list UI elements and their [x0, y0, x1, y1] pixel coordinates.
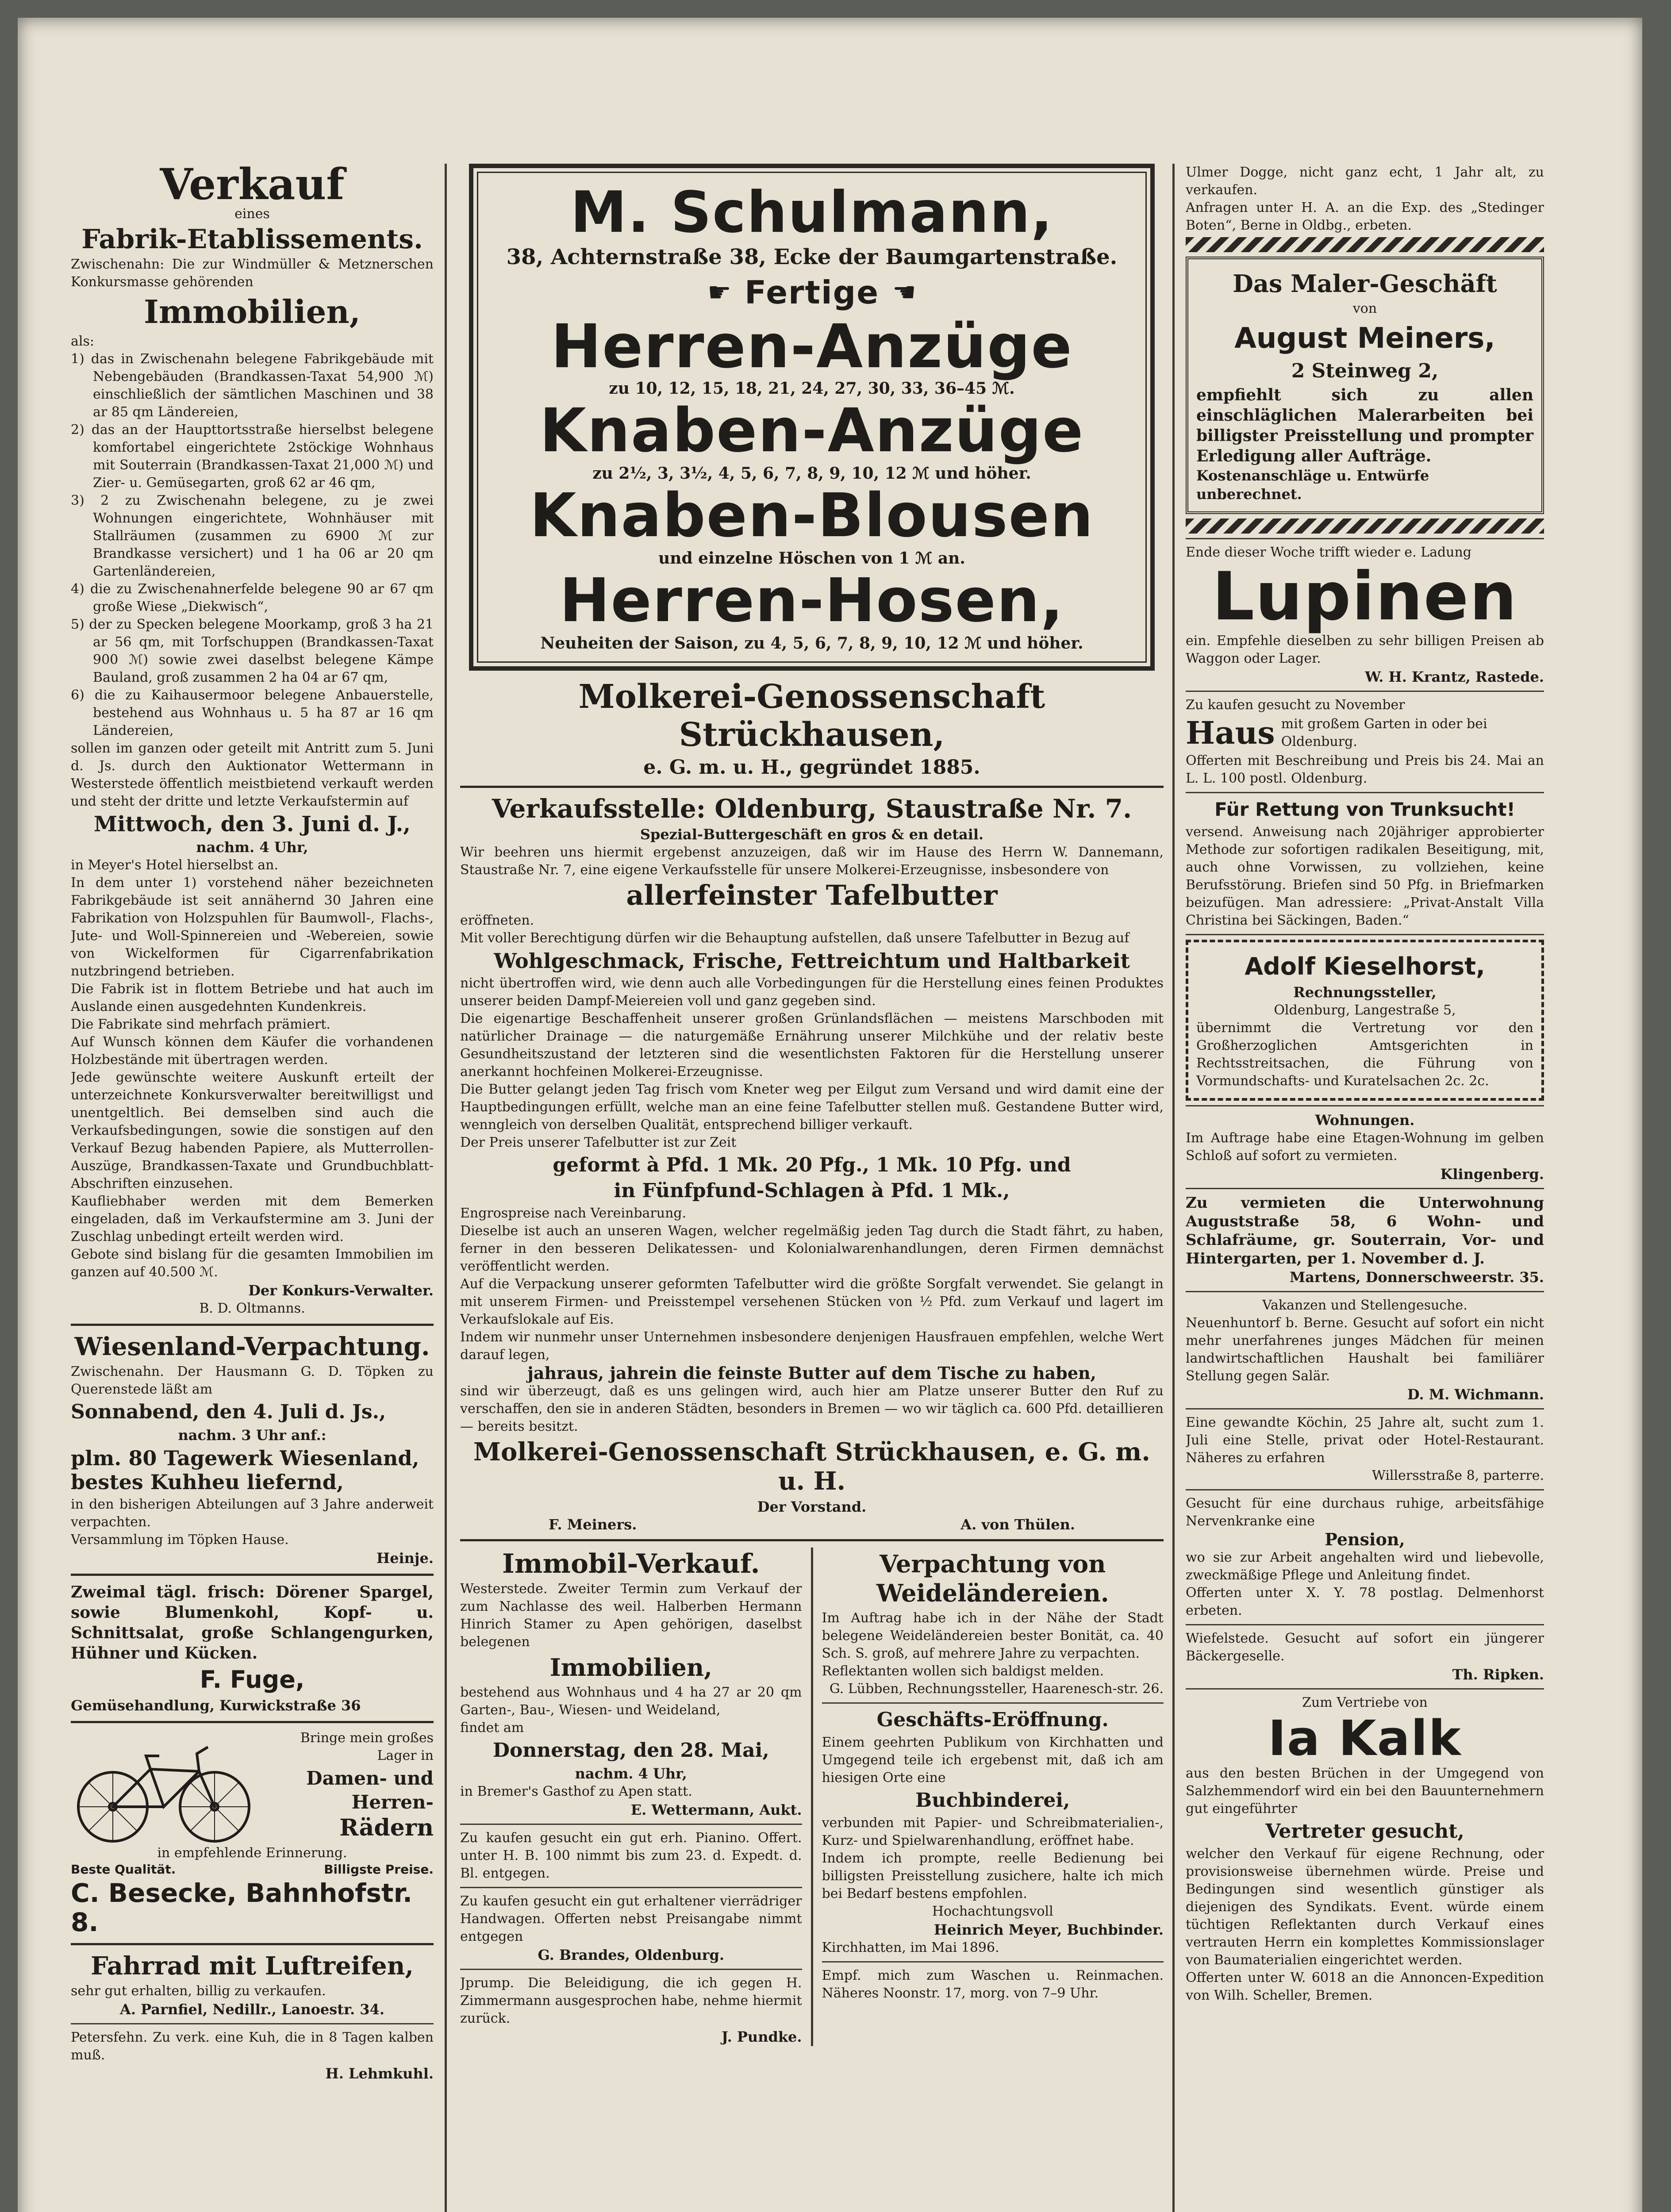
ad-text: Zu vermieten die Unterwohnung Auguststraße 58, 6 Wohn- und Schlafräume, gr. Souterrain, Vor- und Hintergarten, per 1. November d. J.: [1186, 1194, 1544, 1267]
ad-molkerei: [460, 678, 1164, 1533]
ad-paragraph: In dem unter 1) vorstehend näher bezeichneten Fabrikgebäude ist seit annähernd 30 Jahren eine Fabrikation von Holzspuhlen für Baumwoll-, Flachs-, Jute- und Woll-Spinnereien und -Webereien, sowie von Wickelformen für Cigarrenfabrikation nutzbringend betrieben.: [71, 875, 434, 979]
list-item: 3) 2 zu Zwischenahn belegene, zu je zwei Wohnungen eingerichtete, Wohnhäuser mit Stallräumen (zusammen zu 6900 ℳ zur Brandkasse versichert) und 1 ha 06 ar 20 qm Gartenländereien,: [71, 493, 434, 579]
ad-vakanzen: [1186, 1297, 1544, 1404]
ad-handwagen: Zu kaufen gesucht ein gut erhaltener vierrädriger Handwagen. Offerten nebst Preisangabe nimmt entgegen: [460, 1893, 802, 1944]
ad-signature: Th. Ripken.: [1452, 1666, 1544, 1683]
zigzag-border: [1186, 518, 1544, 534]
property-list: [71, 350, 434, 740]
ad-signature: Der Konkurs-Verwalter.: [248, 1282, 434, 1299]
ad-title: Wohnungen.: [1315, 1112, 1415, 1129]
ad-fahrraeder: [71, 1729, 434, 1937]
ad-fertige: Fertige: [744, 274, 880, 311]
ad-text: Kostenanschläge u. Entwürfe unberechnet.: [1196, 467, 1429, 503]
ad-signature: Heinrich Meyer, Buchbinder.: [933, 1921, 1164, 1938]
ad-address: 38, Achternstraße 38, Ecke der Baumgartenstraße.: [506, 245, 1118, 269]
ad-paragraph: Auf Wunsch können dem Käufer die vorhandenen Holzbestände mit übertragen werden.: [71, 1034, 434, 1068]
ad-text: wo sie zur Arbeit angehalten wird und liebevolle, zweckmäßige Pflege und Anleitung findet.: [1186, 1550, 1544, 1583]
ad-title: M. Schulmann,: [570, 180, 1053, 246]
ad-text: Reflektanten wollen sich baldigst melden.: [822, 1663, 1104, 1679]
divider: [1186, 1105, 1544, 1106]
ad-paragraph: Kaufliebhaber werden mit dem Bemerken eingeladen, daß im Verkaufstermine am 3. Juni der Zuschlag unbedingt erteilt werden wird.: [71, 1194, 434, 1244]
ad-text: Petersfehn. Zu verk. eine Kuh, die in 8 Tagen kalben muß.: [71, 2030, 434, 2063]
ad-quality: Wohlgeschmack, Frische, Fettreichtum und Haltbarkeit: [494, 949, 1130, 973]
ad-signature: J. Pundke.: [721, 2028, 802, 2045]
ad-signatures: [460, 1516, 1164, 1533]
ad-name: C. Besecke, Bahnhofstr. 8.: [71, 1878, 413, 1937]
ad-text: in empfehlende Erinnerung.: [157, 1845, 347, 1861]
divider: [822, 1961, 1164, 1962]
ad-haus-row: [1186, 714, 1544, 752]
ad-signature: A. von Thülen.: [960, 1516, 1075, 1533]
ad-paragraph: sind wir überzeugt, daß es uns gelingen wird, auch hier am Platze unserer Butter den Ruf zu verschaffen, den sie in anderen Städten, besonders in Bremen — wo wir täglich ca. 600 Pfd. detaillieren — bereits besitzt.: [460, 1383, 1164, 1434]
ad-text: Ulmer Dogge, nicht ganz echt, 1 Jahr alt, zu verkaufen.: [1186, 165, 1544, 198]
ad-baecker: [1186, 1630, 1544, 1684]
ad-weide: [822, 1549, 1164, 1698]
ad-paragraph: eröffneten.: [460, 913, 534, 928]
ad-name: August Meiners,: [1234, 322, 1495, 355]
ad-dogge: [1186, 164, 1544, 234]
ad-time: nachm. 4 Uhr,: [196, 839, 308, 856]
ad-text: übernimmt die Vertretung vor den Großherzoglichen Amtsgerichten in Rechtsstreitsachen, die Führung von Vormundschafts- und Kuratelsachen 2c. 2c.: [1196, 1020, 1533, 1089]
ad-title: Geschäfts-Eröffnung.: [876, 1709, 1109, 1731]
section-title: Vakanzen und Stellengesuche.: [1262, 1298, 1467, 1313]
ad-text: Neuenhuntorf b. Berne. Gesucht auf sofort ein nicht mehr unerfahrenes junges Mädchen für meinen landwirtschaftlichen Haushalt bei familiärer Stellung gegen Salär.: [1186, 1315, 1544, 1384]
ad-subtitle: e. G. m. u. H., gegründet 1885.: [643, 756, 980, 779]
pointing-hand-icon: ☛: [707, 277, 731, 308]
divider: [460, 786, 1164, 788]
ad-line: Herren-Anzüge: [551, 312, 1073, 382]
ad-title: Verpachtung von Weideländereien.: [876, 1550, 1109, 1607]
ad-wiesenland: [71, 1332, 434, 1567]
zigzag-border: [1186, 237, 1544, 252]
ad-kuh: [71, 2029, 434, 2083]
ad-paragraph: Indem ich prompte, reelle Bedienung bei billigsten Preisstellung zusichere, halte ich mich bei Bedarf bestens empfohlen.: [822, 1851, 1164, 1901]
ad-buchbinderei: [822, 1708, 1164, 1957]
ad-pension: [1186, 1495, 1544, 1620]
ad-signature: W. H. Krantz, Rastede.: [1365, 668, 1544, 685]
ad-von: von: [1352, 301, 1377, 316]
ad-signature: F. Meiners.: [549, 1516, 637, 1533]
ad-text: Bringe mein großes Lager in: [300, 1730, 434, 1763]
ad-text: Gesucht für eine durchaus ruhige, arbeitsfähige Nervenkranke eine: [1186, 1496, 1544, 1529]
ad-shop: Verkaufsstelle: Oldenburg, Staustraße Nr. 7.: [492, 794, 1132, 824]
ad-frame: [477, 172, 1147, 663]
ad-fabrik-verkauf: [71, 165, 434, 1317]
ad-price: geformt à Pfd. 1 Mk. 20 Pfg., 1 Mk. 10 Pfg. und: [553, 1154, 1071, 1176]
ad-text: in den bisherigen Abteilungen auf 3 Jahre anderweit verpachten.: [71, 1497, 434, 1530]
divider: [1186, 1688, 1544, 1690]
ad-text: Ende dieser Woche trifft wieder e. Ladung: [1186, 545, 1472, 560]
ad-subtitle: Fabrik-Etablissements.: [81, 224, 423, 255]
column-left: [71, 164, 434, 2083]
ad-text: Zu kaufen gesucht zu November: [1186, 697, 1405, 713]
ad-title: Für Rettung von Trunksucht!: [1214, 799, 1515, 820]
ad-lupinen: [1186, 544, 1544, 686]
ad-text: welcher den Verkauf für eigene Rechnung, oder provisionsweise übernehmen würde. Preise und Bedingungen sind wesentlich günstiger als diejenigen des Syndikats. Event. würde einem tüchtigen Reflektanten durch Verkauf eines vertrauten Herrn ein komplettes Kommissionslager von Baumaterialien eingerichtet werden.: [1186, 1846, 1544, 1968]
divider: [1186, 934, 1544, 935]
ad-date: Sonnabend, den 4. Juli d. Js.,: [71, 1401, 386, 1423]
ad-paragraph: Die eigenartige Beschaffenheit unserer großen Grünlandsflächen — meistens Marschboden mit natürlicher Drainage — die naturgemäße Ernährung unserer Milchkühe und der relativ beste Gesundheitszustand der letzteren sind die wesentlichsten Faktoren für die Herstellung unserer anerkannt hochfeinen Molkerei-Erzeugnisse.: [460, 1011, 1164, 1079]
ad-prices: und einzelne Höschen von 1 ℳ an.: [658, 549, 965, 568]
ad-fertige-row: [492, 274, 1132, 311]
ad-bold: Damen- und Herren-: [306, 1767, 434, 1813]
ad-line: Herren-Hosen,: [559, 566, 1064, 636]
divider: [460, 1824, 802, 1825]
ad-waesche: Empf. mich zum Waschen u. Reinmachen. Näheres Noonstr. 17, morg. von 7–9 Uhr.: [822, 1968, 1164, 2001]
ad-title: Ia Kalk: [1268, 1710, 1462, 1767]
ad-paragraph: Die Fabrikate sind mehrfach prämiert.: [71, 1017, 330, 1032]
divider: [1186, 691, 1544, 692]
ad-fahrrad: [71, 1951, 434, 2019]
column-right: [1186, 164, 1544, 2005]
ad-signature: E. Wettermann, Aukt.: [630, 1801, 802, 1818]
ad-paragraph: sollen im ganzen oder geteilt mit Antritt zum 5. Juni d. Js. durch den Auktionator Wettermann in Westerstede öffentlich meistbietend verkauft werden und steht der dritte und letzte Verkaufstermin auf: [71, 741, 434, 809]
ad-prices: zu 2½, 3, 3½, 4, 5, 6, 7, 8, 9, 10, 12 ℳ und höher.: [592, 464, 1031, 483]
ad-bold: Rädern: [339, 1814, 434, 1841]
divider: [1186, 1489, 1544, 1490]
ad-prices: Neuheiten der Saison, zu 4, 5, 6, 7, 8, 9, 10, 12 ℳ und höher.: [540, 634, 1083, 653]
ad-paragraph: Jede gewünschte weitere Auskunft erteilt der unterzeichnete Konkursverwalter bereitwilligst und unentgeltlich. Bei demselben sind auch die Verkaufsbedingungen, sowie die sonstigen auf den Verkauf Bezug habenden Papiere, als Mutterrollen-Auszüge, Brandkassen-Taxate und Grundbuchblatt-Abschriften einzusehen.: [71, 1070, 434, 1191]
ad-title: Wiesenland-Verpachtung.: [74, 1332, 430, 1361]
ad-signature-name: B. D. Oltmanns.: [199, 1301, 305, 1316]
middle-subcolumns: [460, 1548, 1164, 2046]
ad-koechin: [1186, 1414, 1544, 1485]
ad-text: Offerten unter X. Y. 78 postlag. Delmenhorst erbeten.: [1186, 1585, 1544, 1618]
ad-paragraph: Gebote sind bislang für die gesamten Immobilien im ganzen auf 40.500 ℳ.: [71, 1247, 434, 1280]
ad-address: 2 Steinweg 2,: [1291, 360, 1439, 382]
ad-title: Haus: [1186, 714, 1275, 751]
ad-paragraph: Die Fabrik ist in flottem Betriebe und hat auch im Auslande einen ausgedehnten Kundenkreis.: [71, 981, 434, 1014]
ad-address: Oldenburg, Langestraße 5,: [1274, 1002, 1456, 1018]
divider: [1186, 1408, 1544, 1409]
ad-maler: [1186, 237, 1544, 534]
list-item: 5) der zu Specken belegene Moorkamp, groß 3 ha 21 ar 56 qm, mit Torfschuppen (Brandkassen-Taxat 900 ℳ) sowie zwei daselbst belegene Kämpe Bauland, groß zusammen 2 ha 04 ar 67 qm,: [71, 617, 434, 685]
ad-text: Anfragen unter H. A. an die Exp. des „Stedinger Boten“, Berne in Oldbg., erbeten.: [1186, 200, 1544, 233]
ad-text: Versammlung im Töpken Hause.: [71, 1532, 289, 1548]
ad-signature: Klingenberg.: [1440, 1166, 1544, 1183]
ad-kalk: [1186, 1694, 1544, 2005]
ad-unterwohnung: [1186, 1194, 1544, 1286]
ad-signature: Martens, Donnerschweerstr. 35.: [1289, 1269, 1544, 1286]
ad-title: Lupinen: [1212, 558, 1518, 635]
ad-quality: Beste Qualität.: [71, 1862, 176, 1877]
ad-title: Verkauf: [160, 164, 345, 209]
ad-signature: Heinje.: [376, 1550, 434, 1567]
ad-line: Knaben-Anzüge: [539, 396, 1084, 466]
ad-place: in Bremer's Gasthof zu Apen statt.: [460, 1784, 692, 1799]
ad-offer: plm. 80 Tagewerk Wiesenland, bestes Kuhheu liefernd,: [71, 1446, 419, 1494]
divider: [71, 1943, 434, 1945]
divider: [71, 1574, 434, 1576]
ad-name: Adolf Kieselhorst,: [1245, 952, 1485, 980]
divider: [1186, 792, 1544, 793]
ad-signature: A. Parnfiel, Nedillr., Lanoestr. 34.: [120, 2001, 384, 2018]
ad-slogan: jahraus, jahrein die feinste Butter auf dem Tische zu haben,: [527, 1363, 1096, 1383]
ad-signature: G. Lübben, Rechnungssteller, Haarenesch-str. 26.: [829, 1681, 1164, 1697]
ad-immobil: [460, 1549, 802, 1819]
list-item: 2) das an der Haupttortsstraße hierselbst belegene komfortabel eingerichtete 2stöckige Wohnhaus mit Souterrain (Brandkassen-Taxat 21,000 ℳ) und Zier- u. Gemüsegarten, groß 62 ar 46 qm,: [71, 422, 434, 491]
ad-paragraph: Die Butter gelangt jeden Tag frisch vom Kneter weg per Eilgut zum Versand und wird damit eine der Hauptbedingungen erfüllt, welche man an eine feine Tafelbutter stellen muß. Gestandene Butter wird, wenngleich von derselben Qualität, entsprechend billiger verkauft.: [460, 1082, 1164, 1133]
ad-time: nachm. 4 Uhr,: [575, 1765, 687, 1782]
ad-text: Eine gewandte Köchin, 25 Jahre alt, sucht zum 1. Juli eine Stelle, privat oder Hotel-Restaurant. Näheres zu erfahren: [1186, 1415, 1544, 1466]
ad-heading: Pension,: [1325, 1529, 1405, 1549]
ad-paragraph: Der Preis unserer Tafelbutter ist zur Zeit: [460, 1135, 737, 1150]
ad-text: Offerten unter W. 6018 an die Annoncen-Expedition von Wilh. Scheller, Bremen.: [1186, 1970, 1544, 2003]
divider: [71, 2023, 434, 2024]
ad-title: Immobil-Verkauf.: [502, 1548, 760, 1579]
ad-text: Wiefelstede. Gesucht auf sofort ein jüngerer Bäckergeselle.: [1186, 1631, 1544, 1664]
ad-text: Zweimal tägl. frisch: Dörener Spargel, sowie Blumenkohl, Kopf- u. Schnittsalat, große Schlangengurken, Hühner und Kücken.: [71, 1583, 434, 1663]
ad-paragraph: verbunden mit Papier- und Schreibmaterialien-, Kurz- und Spielwarenhandlung, eröffnet habe.: [822, 1815, 1164, 1848]
ad-frame: [1186, 257, 1544, 514]
list-item: 1) das in Zwischenahn belegene Fabrikgebäude mit Nebengebäuden (Brandkassen-Taxat 54,900 ℳ) einschließlich der sämtlichen Maschinen und 38 ar 85 qm Ländereien,: [71, 351, 434, 420]
divider: [71, 1721, 434, 1723]
newspaper-page: [18, 18, 1642, 2212]
ad-name: F. Fuge,: [200, 1666, 305, 1694]
ad-quality-row: [71, 1862, 434, 1877]
ad-gemuese: [71, 1582, 434, 1715]
ad-text: mit großem Garten in oder bei Oldenburg.: [1281, 716, 1487, 749]
ad-heading: Vertreter gesucht,: [1265, 1820, 1464, 1843]
ad-place: Kirchhatten, im Mai 1896.: [822, 1940, 999, 1955]
ad-paragraph: Dieselbe ist auch an unseren Wagen, welcher regelmäßig jeden Tag durch die Stadt fährt, zu haben, ferner in den besseren Delikatessen- und Kolonialwarenhandlungen, deren Firmen demnächst veröffentlicht werden.: [460, 1223, 1164, 1274]
ad-subtitle-small: eines: [234, 206, 270, 222]
ad-haus: [1186, 696, 1544, 787]
divider: [460, 1887, 802, 1888]
ad-text: Im Auftrag habe ich in der Nähe der Stadt belegene Weideländereien bester Bonität, ca. 40 Sch. S. groß, auf mehrere Jahre zu verpachten.: [822, 1610, 1164, 1661]
ad-signature: D. M. Wichmann.: [1407, 1386, 1544, 1403]
ad-signature: G. Brandes, Oldenburg.: [538, 1947, 724, 1963]
ad-paragraph: Mit voller Berechtigung dürfen wir die Behauptung aufstellen, daß unsere Tafelbutter in Bezug auf: [460, 930, 1129, 946]
ad-product: allerfeinster Tafelbutter: [626, 879, 998, 911]
ad-heading: Immobilien,: [549, 1653, 712, 1682]
ad-signature: Willersstraße 8, parterre.: [1372, 1468, 1544, 1483]
ad-spec: Spezial-Buttergeschäft en gros & en detail.: [640, 826, 984, 843]
ad-text: versend. Anweisung nach 20jähriger approbierter Methode zur sofortigen radikalen Beseitigung, mit, auch ohne Vorwissen, zu vollziehen, keine Berufsstörung. Briefen sind 50 Pfg. in Briefmarken beizufügen. Man adressiere: „Privat-Anstalt Villa Christina bei Säckingen, Baden.“: [1186, 824, 1544, 928]
column-rule-left: [445, 164, 447, 2212]
ad-board: Der Vorstand.: [757, 1498, 867, 1515]
divider: [460, 1969, 802, 1970]
pointing-hand-icon: ☚: [892, 277, 916, 308]
ad-intro: Zwischenahn: Die zur Windmüller & Metznerschen Konkursmasse gehörenden: [71, 257, 434, 290]
ad-price: Billigste Preise.: [324, 1862, 434, 1877]
list-item: 6) die zu Kaihausermoor belegene Anbauerstelle, bestehend aus Wohnhaus u. 5 ha 87 ar 16 qm Ländereien,: [71, 687, 434, 738]
ad-signature: H. Lehmkuhl.: [325, 2065, 434, 2082]
ad-wohnungen: [1186, 1111, 1544, 1183]
ad-address: Gemüsehandlung, Kurwickstraße 36: [71, 1697, 361, 1714]
ad-kieselhorst: [1186, 940, 1544, 1101]
ad-text: aus den besten Brüchen in der Umgegend von Salzhemmendorf wird ein bei den Bauunternehmern gut eingeführter: [1186, 1766, 1544, 1816]
ad-date: Donnerstag, den 28. Mai,: [492, 1739, 769, 1762]
ad-prices: zu 10, 12, 15, 18, 21, 24, 27, 30, 33, 36–45 ℳ.: [609, 379, 1015, 398]
divider: [822, 1702, 1164, 1704]
divider: [1186, 1291, 1544, 1292]
ad-piano: Zu kaufen gesucht ein gut erh. Pianino. Offert. unter H. B. 100 nimmt bis zum 23. d. Expedt. d. Bl. entgegen.: [460, 1830, 802, 1881]
divider: [460, 1539, 1164, 1541]
ad-paragraph: Engrospreise nach Vereinbarung.: [460, 1206, 687, 1221]
ad-text: Zum Vertriebe von: [1302, 1695, 1428, 1710]
ad-paragraph: Indem wir nunmehr unser Unternehmen insbesondere denjenigen Hausfrauen empfehlen, welche Wert darauf legen,: [460, 1329, 1164, 1363]
ad-paragraph: Hochachtungsvoll: [932, 1904, 1053, 1919]
ad-line: Knaben-Blousen: [530, 481, 1094, 551]
bicycle-icon: [71, 1729, 257, 1844]
column-middle: [460, 164, 1164, 2046]
subcolumn-right: [822, 1548, 1164, 2046]
ad-schulmann: [469, 164, 1155, 671]
ad-paragraph: bestehend aus Wohnhaus und 4 ha 27 ar 20 qm Garten-, Bau-, Wiesen- und Weideland,: [460, 1685, 802, 1718]
subcolumn-left: [460, 1548, 802, 2046]
ad-paragraph: Einem geehrten Publikum von Kirchhatten und Umgegend teile ich ergebenst mit, daß ich am hiesigen Orte eine: [822, 1735, 1164, 1786]
divider: [71, 1324, 434, 1326]
ad-paragraph: nicht übertroffen wird, wie denn auch alle Vorbedingungen für die Herstellung eines feinen Produktes unserer beiden Dampf-Meiereien voll und ganz gegeben sind.: [460, 975, 1164, 1009]
ad-text: ein. Empfehle dieselben zu sehr billigen Preisen ab Waggon oder Lager.: [1186, 633, 1544, 666]
ad-time: nachm. 3 Uhr anf.:: [178, 1427, 327, 1444]
ad-lead: als:: [71, 334, 94, 349]
ad-role: Rechnungssteller,: [1293, 984, 1437, 1001]
list-item: 4) die zu Zwischenahnerfelde belegene 90 ar 67 qm große Wiese „Diekwisch“,: [71, 581, 434, 614]
column-rule-right: [1172, 164, 1175, 2212]
divider: [1186, 1624, 1544, 1625]
ad-paragraph: Auf die Verpackung unserer geformten Tafelbutter wird die größte Sorgfalt verwendet. Sie gelangt in mit unserem Firmen- und Preisstempel versehenen Stücken von ½ Pfd. zum Verkauf und lagert im Verkaufslokale auf Eis.: [460, 1276, 1164, 1327]
ad-heading: Buchbinderei,: [915, 1789, 1070, 1812]
ad-title: Molkerei-Genossenschaft Strückhausen,: [578, 678, 1045, 754]
ad-text: sehr gut erhalten, billig zu verkaufen.: [71, 1983, 326, 1999]
ad-paragraph: findet am: [460, 1720, 524, 1736]
ad-text: Zwischenahn. Der Hausmann G. D. Töpken zu Querenstede läßt am: [71, 1364, 434, 1397]
divider: [1186, 1188, 1544, 1189]
ad-price: in Fünfpfund-Schlagen à Pfd. 1 Mk.,: [614, 1179, 1010, 1202]
ad-text: empfiehlt sich zu allen einschläglichen Malerarbeiten bei billigster Preisstellung und prompter Erledigung aller Aufträge.: [1196, 386, 1533, 465]
ad-sign-title: Molkerei-Genossenschaft Strückhausen, e. G. m. u. H.: [473, 1437, 1150, 1496]
ad-title: Das Maler-Geschäft: [1233, 269, 1497, 298]
ad-date: Mittwoch, den 3. Juni d. J.,: [94, 812, 411, 837]
subcolumn-rule: [811, 1548, 813, 2046]
ad-place: in Meyer's Hotel hierselbst an.: [71, 857, 278, 873]
ad-title: Fahrrad mit Luftreifen,: [91, 1951, 414, 1981]
ad-zimmermann: Jprump. Die Beleidigung, die ich gegen H. Zimmermann ausgesprochen habe, nehme hiermit zurück.: [460, 1975, 802, 2026]
ad-trunksucht: [1186, 798, 1544, 929]
divider: [1186, 538, 1544, 539]
ad-text: Im Auftrage habe eine Etagen-Wohnung im gelben Schloß auf sofort zu vermieten.: [1186, 1130, 1544, 1164]
ad-text: Offerten mit Beschreibung und Preis bis 24. Mai an L. L. 100 postl. Oldenburg.: [1186, 753, 1544, 786]
ad-heading: Immobilien,: [144, 293, 361, 330]
ad-paragraph: Westerstede. Zweiter Termin zum Verkauf der zum Nachlasse des weil. Halberben Hermann Hinrich Stamer zu Apen gehörigen, daselbst belegenen: [460, 1581, 802, 1650]
ad-paragraph: Wir beehren uns hiermit ergebenst anzuzeigen, daß wir im Hause des Herrn W. Dannemann, Staustraße Nr. 7, eine eigene Verkaufsstelle für unsere Molkerei-Erzeugnisse, insbesondere von: [460, 845, 1164, 878]
